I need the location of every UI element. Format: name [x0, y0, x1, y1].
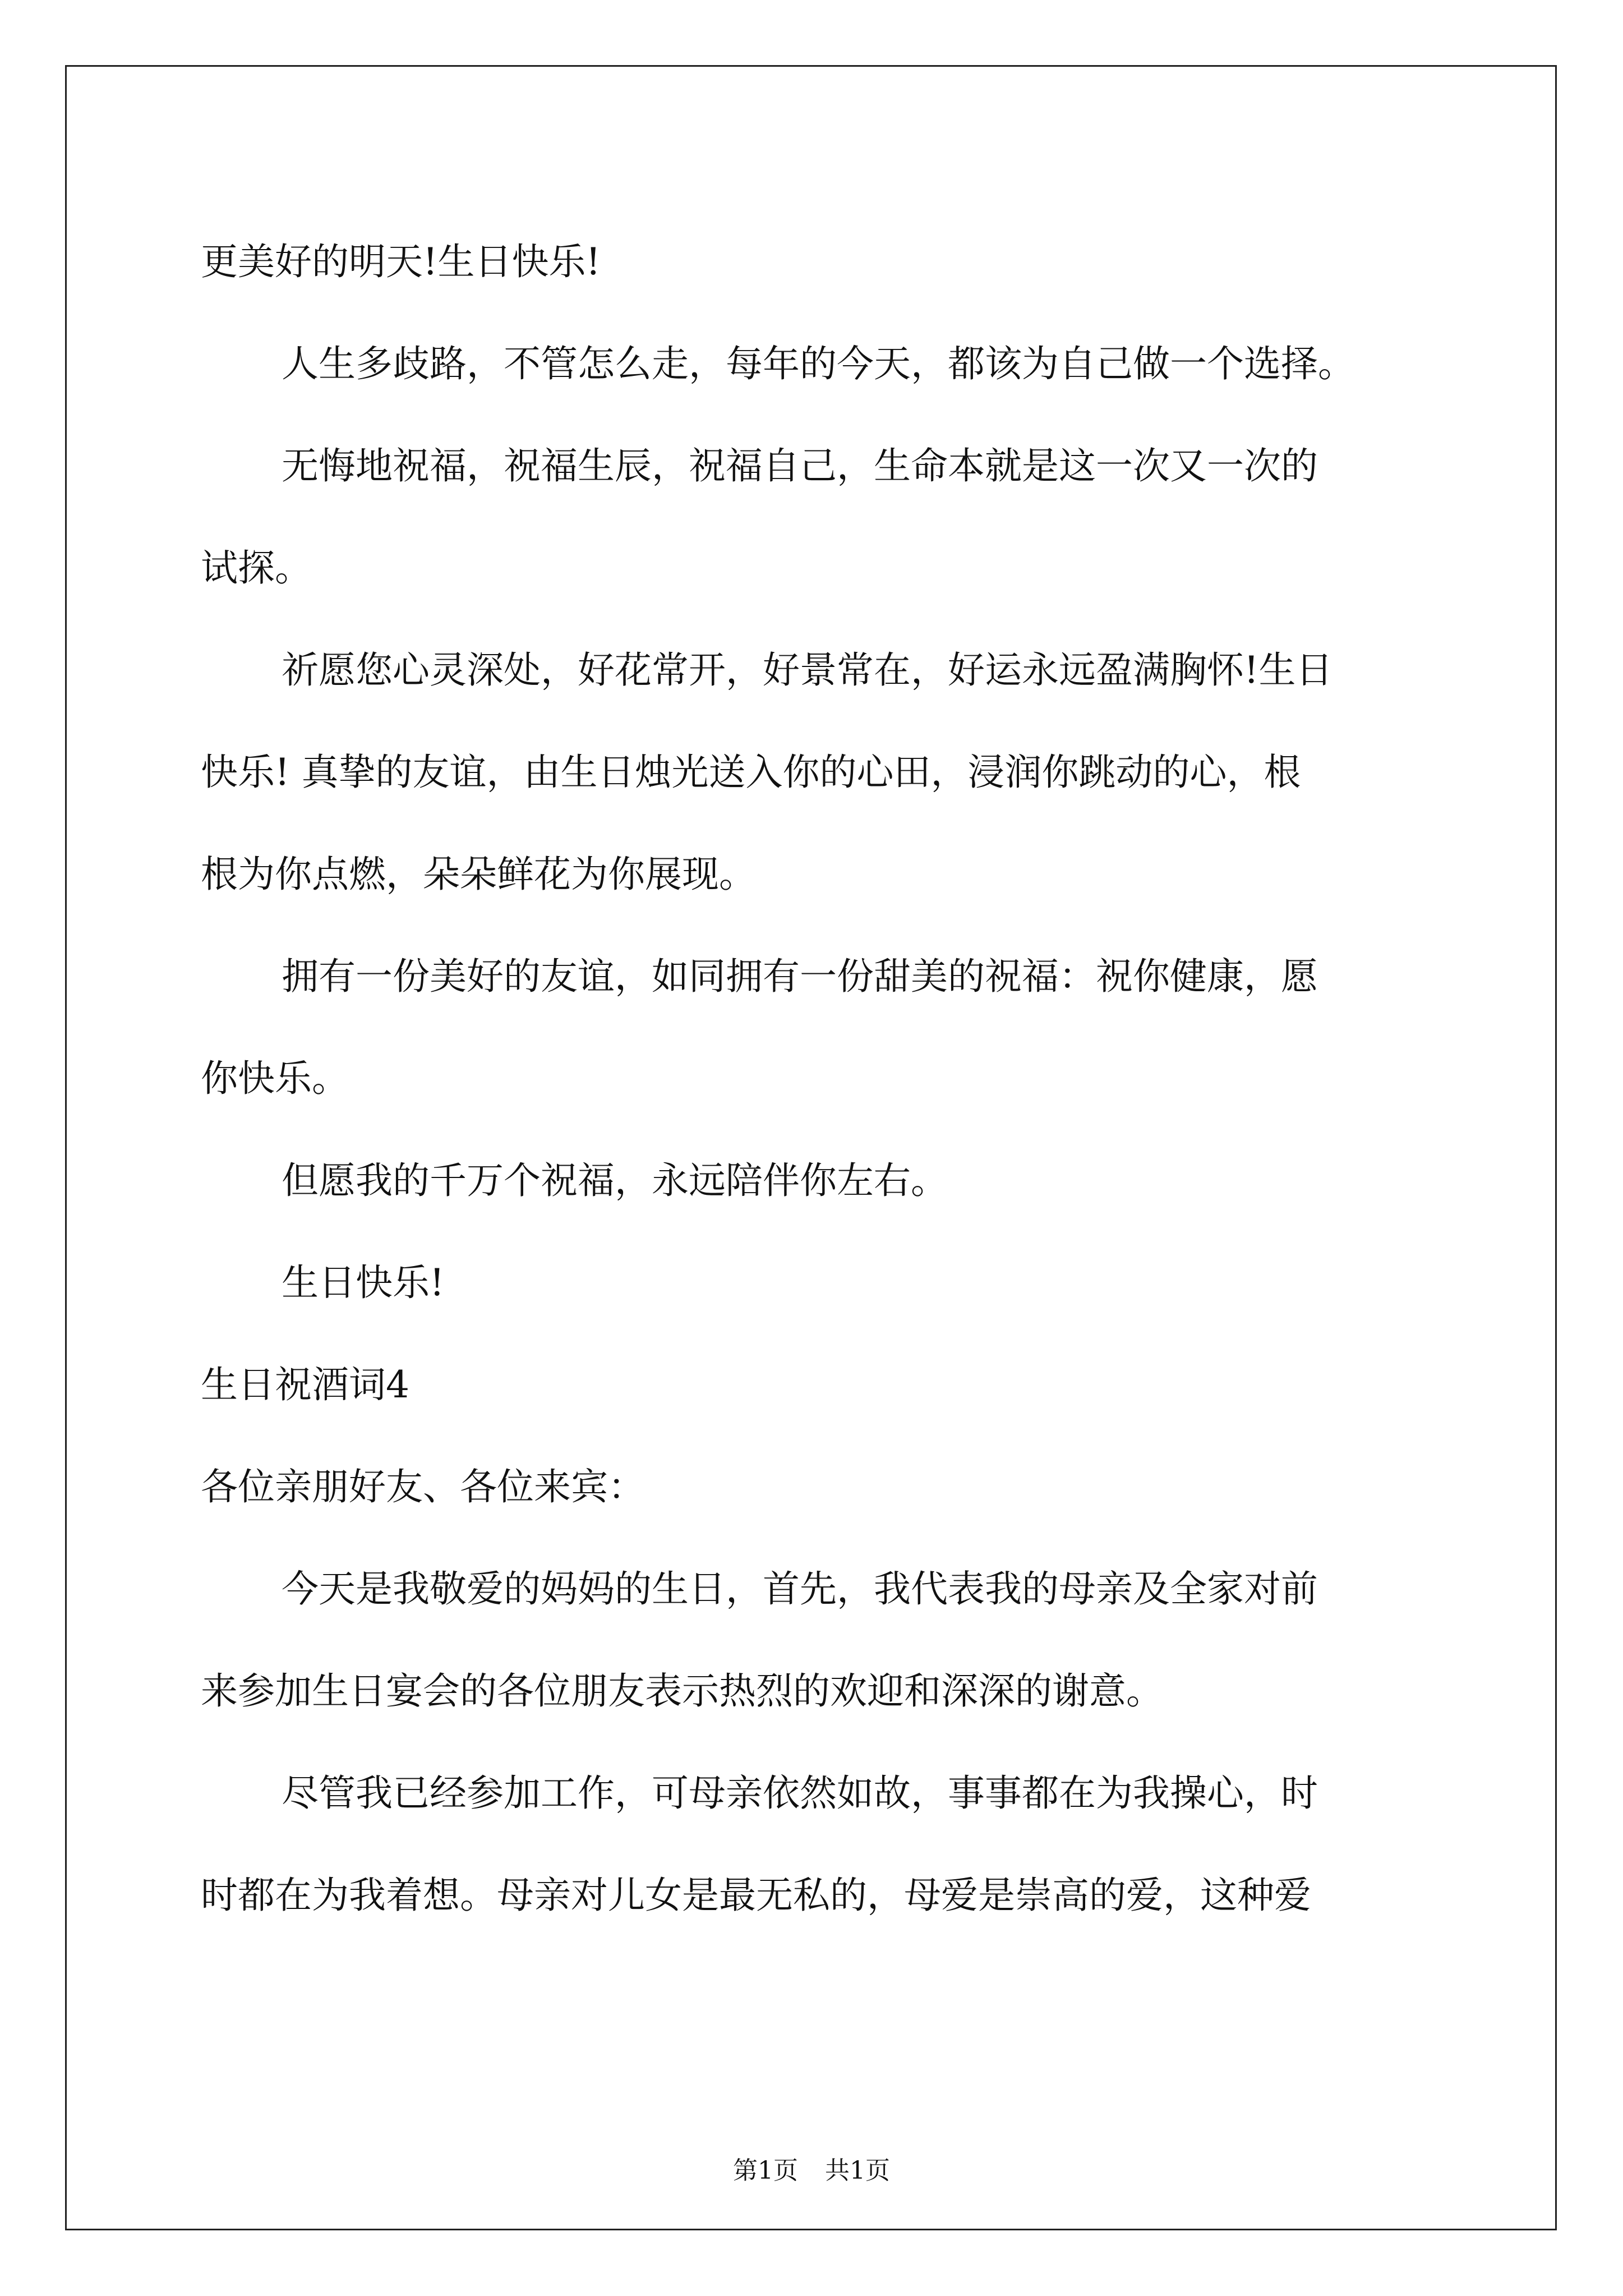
section-heading: 生日祝酒词4: [201, 1363, 409, 1406]
page-number: 第1页: [733, 2156, 798, 2185]
text-line: 祈愿您心灵深处，好花常开，好景常在，好运永远盈满胸怀!生日: [282, 648, 1333, 692]
page-footer: [0, 2154, 1623, 2188]
total-pages: 共1页: [825, 2156, 890, 2185]
text-line: 无悔地祝福，祝福生辰，祝福自己，生命本就是这一次又一次的: [282, 444, 1318, 487]
text-line: 但愿我的千万个祝福，永远陪伴你左右。: [282, 1159, 948, 1202]
salutation-line: 各位亲朋好友、各位来宾：: [201, 1465, 645, 1508]
text-line: 更美好的明天!生日快乐!: [201, 240, 601, 283]
text-line: 试探。: [201, 546, 312, 590]
text-line: 今天是我敬爱的妈妈的生日，首先，我代表我的母亲及全家对前: [282, 1567, 1318, 1611]
text-line: 人生多歧路，不管怎么走，每年的今天，都该为自己做一个选择。: [282, 342, 1355, 385]
text-line: 生日快乐!: [282, 1261, 445, 1304]
text-line: 来参加生日宴会的各位朋友表示热烈的欢迎和深深的谢意。: [201, 1669, 1163, 1713]
text-line: 拥有一份美好的友谊，如同拥有一份甜美的祝福：祝你健康，愿: [282, 955, 1318, 998]
text-line: 你快乐。: [201, 1057, 349, 1100]
document-body: [201, 211, 1446, 1947]
text-line: 根为你点燃，朵朵鲜花为你展现。: [201, 853, 756, 896]
text-line: 尽管我已经参加工作，可母亲依然如故，事事都在为我操心，时: [282, 1772, 1318, 1815]
text-line: 时都在为我着想。母亲对儿女是最无私的，母爱是崇高的爱，这种爱: [201, 1874, 1311, 1917]
text-line: 快乐! 真挚的友谊，由生日烛光送入你的心田，浸润你跳动的心，根: [201, 751, 1301, 794]
